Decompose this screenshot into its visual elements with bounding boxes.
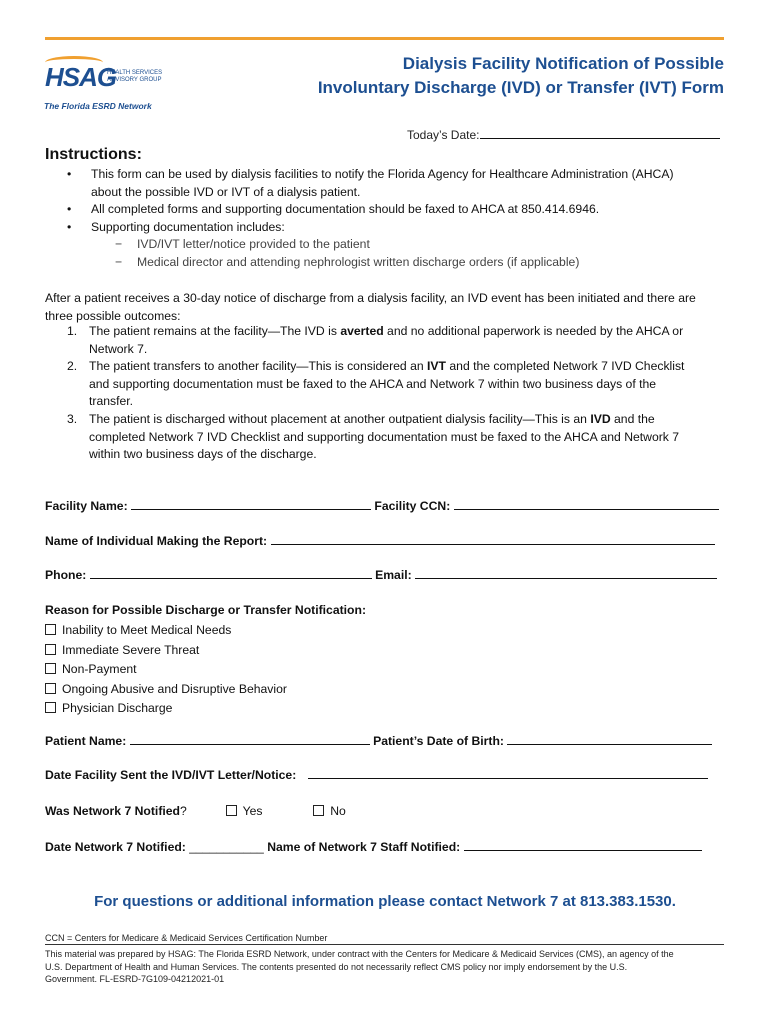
supporting-docs-list — [91, 236, 725, 271]
reason-label: Inability to Meet Medical Needs — [62, 623, 232, 637]
facility-row — [45, 499, 719, 513]
title-line-2: Involuntary Discharge (IVD) or Transfer (IVT) Form — [317, 78, 724, 97]
logo-wordmark: HSAG — [45, 62, 117, 92]
letter-date-row — [45, 768, 708, 782]
checkbox[interactable] — [45, 644, 56, 655]
no-option[interactable] — [313, 804, 346, 818]
reporter-field[interactable] — [271, 544, 715, 545]
question-mark: ? — [180, 804, 187, 818]
phone-field[interactable] — [90, 578, 372, 579]
footer-rule — [45, 944, 724, 945]
reason-label: Physician Discharge — [62, 701, 173, 715]
checkbox[interactable] — [226, 805, 237, 816]
todays-date-label: Today’s Date: — [407, 128, 480, 142]
reporter-row — [45, 534, 715, 548]
disclaimer-line: This material was prepared by HSAG: The Florida ESRD Network, under contract with the Centers for Medicare & Medicaid Services (CMS), an agency of the — [45, 949, 674, 959]
facility-name-field[interactable] — [131, 509, 371, 510]
patient-dob-field[interactable] — [507, 744, 712, 745]
reason-label: Non-Payment — [62, 662, 137, 676]
no-label: No — [330, 804, 346, 818]
list-item: − Medical director and attending nephrologist written discharge orders (if applicable) — [91, 254, 725, 272]
bullet-text: All completed forms and supporting documentation should be faxed to AHCA at 850.414.6946. — [91, 202, 600, 217]
list-item — [45, 201, 725, 219]
outcomes-list — [45, 323, 725, 464]
email-label: Email: — [375, 568, 412, 582]
reporter-label: Name of Individual Making the Report: — [45, 534, 268, 548]
bullet-text: This form can be used by dialysis facilities to notify the Florida Agency for Healthcare Administration (AHCA) — [91, 167, 674, 181]
patient-row — [45, 734, 712, 748]
reason-option[interactable] — [45, 680, 287, 700]
patient-name-field[interactable] — [130, 744, 370, 745]
title-line-1: Dialysis Facility Notification of Possible — [402, 54, 724, 73]
phone-label: Phone: — [45, 568, 87, 582]
instructions-heading: Instructions: — [45, 146, 142, 163]
patient-name-label: Patient Name: — [45, 734, 127, 748]
checkbox[interactable] — [313, 805, 324, 816]
checkbox[interactable] — [45, 624, 56, 635]
header-rule — [45, 37, 724, 40]
network-date-row — [45, 840, 702, 854]
checkbox[interactable] — [45, 702, 56, 713]
reason-heading: Reason for Possible Discharge or Transfer Notification: — [45, 603, 367, 617]
reason-label: Immediate Severe Threat — [62, 642, 200, 657]
hsag-logo — [45, 58, 175, 113]
date-network-label: Date Network 7 Notified: — [45, 840, 186, 854]
outcomes-intro — [45, 290, 727, 325]
disclaimer-line: U.S. Department of Health and Human Services. The contents presented do not necessarily reflect CMS policy nor imply endorsement by the U.S. — [45, 961, 628, 972]
staff-notified-field[interactable] — [464, 850, 702, 851]
yes-label: Yes — [242, 804, 263, 818]
patient-dob-label: Patient’s Date of Birth: — [373, 734, 504, 748]
intro-text: After a patient receives a 30-day notice of discharge from a dialysis facility, an IVD event has been initiated and there are — [45, 291, 696, 305]
todays-date-row — [407, 128, 720, 142]
bullet-text: Supporting documentation includes: — [91, 219, 285, 234]
checkbox[interactable] — [45, 683, 56, 694]
todays-date-field[interactable] — [480, 138, 720, 139]
facility-name-label: Facility Name: — [45, 499, 128, 513]
facility-ccn-label: Facility CCN: — [374, 499, 451, 513]
bullet-text: about the possible IVD or IVT of a dialysis patient. — [91, 184, 361, 199]
network-notified-label: Was Network 7 Notified — [45, 804, 180, 818]
reason-option[interactable] — [45, 621, 287, 641]
date-sent-label: Date Facility Sent the IVD/IVT Letter/Notice: — [45, 768, 297, 782]
logo-tagline: HEALTH SERVICES ADVISORY GROUP — [107, 70, 163, 83]
logo-subtitle: The Florida ESRD Network — [44, 101, 152, 111]
list-item — [45, 219, 725, 272]
reason-option[interactable] — [45, 641, 287, 661]
date-sent-field[interactable] — [308, 778, 708, 779]
facility-ccn-field[interactable] — [454, 509, 719, 510]
reason-label: Ongoing Abusive and Disruptive Behavior — [62, 681, 287, 696]
checkbox[interactable] — [45, 663, 56, 674]
reason-option[interactable] — [45, 699, 287, 719]
instructions-list — [45, 166, 725, 272]
form-title — [318, 52, 724, 100]
email-field[interactable] — [415, 578, 717, 579]
list-item — [45, 166, 725, 201]
list-item: 2. The patient transfers to another facility—This is considered an IVT and the completed Network 7 IVD Checklist and supporting documentation must be faxed to the AHCA and Network 7 within two business days of the transfer. — [67, 359, 685, 409]
contact-row — [45, 568, 717, 582]
disclaimer-line: Government. FL-ESRD-7G109-04212021-01 — [45, 974, 225, 984]
contact-line: For questions or additional information please contact Network 7 at 813.383.1530. — [94, 893, 676, 910]
network-notified-row — [45, 804, 346, 818]
list-item: 1. The patient remains at the facility—The IVD is averted and no additional paperwork is needed by the AHCA or Network 7. — [67, 324, 684, 356]
reason-option[interactable] — [45, 660, 287, 680]
list-item: − IVD/IVT letter/notice provided to the patient — [91, 236, 725, 254]
disclaimer — [45, 948, 727, 986]
date-network-field[interactable]: ___________ — [189, 840, 264, 854]
staff-notified-label: Name of Network 7 Staff Notified: — [267, 840, 461, 854]
yes-option[interactable] — [226, 804, 263, 818]
intro-text: three possible outcomes: — [45, 308, 181, 323]
list-item: 3. The patient is discharged without placement at another outpatient dialysis facility—This is an IVD and the completed Network 7 IVD Checklist and supporting documentation must be faxed to the AHCA and Network 7 within two business days of the discharge. — [67, 411, 680, 462]
reason-checkboxes — [45, 621, 287, 719]
ccn-definition: CCN = Centers for Medicare & Medicaid Services Certification Number — [45, 933, 328, 943]
